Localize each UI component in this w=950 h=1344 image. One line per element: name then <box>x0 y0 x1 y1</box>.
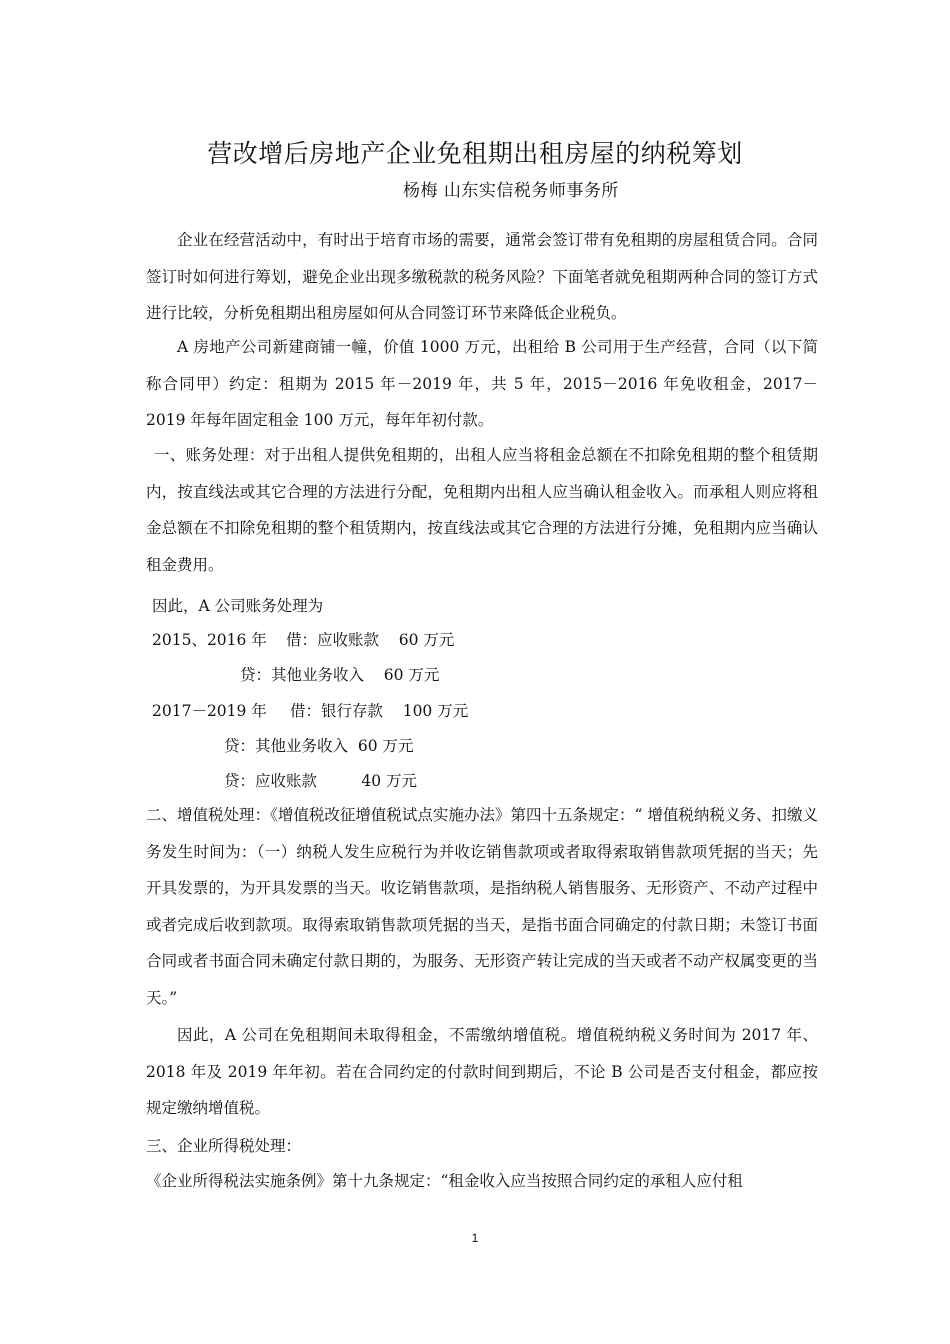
paragraph-accounting: 一、账务处理：对于出租人提供免租期的，出租人应当将租金总额在不扣除免租期的整个租赁期内，按直线法或其它合理的方法进行分配，免租期内出租人应当确认租金收入。而承租人则应将租金总额在不扣除免租期的整个租赁期内，按直线法或其它合理的方法进行分摊，免租期内应当确认租金费用。 <box>146 446 818 574</box>
document-author: 杨梅 山东实信税务师事务所 <box>403 181 619 201</box>
document-title: 营改增后房地产企业免租期出租房屋的纳税筹划 <box>207 139 743 168</box>
entry2-label: 2017－2019 年 <box>152 702 267 720</box>
paragraph-therefore: 因此，A 公司账务处理为 <box>152 597 324 615</box>
entry1-label: 2015、2016 年 <box>152 631 267 649</box>
heading-cit: 三、企业所得税处理： <box>146 1137 302 1155</box>
entry2-credit1: 贷：其他业务收入 60 万元 <box>224 737 414 755</box>
paragraph-case: A 房地产公司新建商铺一幢，价值 1000 万元，出租给 B 公司用于生产经营，合同（以下简称合同甲）约定：租期为 2015 年－2019 年，共 5 年，2015－2016 年免收租金，2017－2019 年每年固定租金 100 万元，每年年初付款。 <box>146 338 818 429</box>
entry1-debit: 借：应收账款 60 万元 <box>286 631 455 649</box>
entry2-debit: 借：银行存款 100 万元 <box>290 702 469 720</box>
paragraph-vat-conclusion: 因此，A 公司在免租期间未取得租金，不需缴纳增值税。增值税纳税义务时间为 2017 年、2018 年及 2019 年年初。若在合同约定的付款时间到期后，不论 B 公司是否支付租金，都应按规定缴纳增值税。 <box>146 1026 818 1117</box>
entry1-credit: 贷：其他业务收入 60 万元 <box>240 666 440 684</box>
page-number: 1 <box>471 1231 479 1245</box>
paragraph-intro: 企业在经营活动中，有时出于培育市场的需要，通常会签订带有免租期的房屋租赁合同。合同签订时如何进行筹划，避免企业出现多缴税款的税务风险？下面笔者就免租期两种合同的签订方式进行比较，分析免租期出租房屋如何从合同签订环节来降低企业税负。 <box>146 231 818 322</box>
paragraph-cit: 《企业所得税法实施条例》第十九条规定：“租金收入应当按照合同约定的承租人应付租 <box>146 1172 743 1190</box>
entry2-credit2: 贷：应收账款 40 万元 <box>224 772 417 790</box>
paragraph-vat: 二、增值税处理：《增值税改征增值税试点实施办法》第四十五条规定：“ 增值税纳税义务、扣缴义务发生时间为：（一）纳税人发生应税行为并收讫销售款项或者取得索取销售款项凭据的当天；先开具发票的，为开具发票的当天。收讫销售款项，是指纳税人销售服务、无形资产、不动产过程中或者完成后收到款项。取得索取销售款项凭据的当天，是指书面合同确定的付款日期；未签订书面合同或者书面合同未确定付款日期的，为服务、无形资产转让完成的当天或者不动产权属变更的当天。” <box>146 806 818 1007</box>
